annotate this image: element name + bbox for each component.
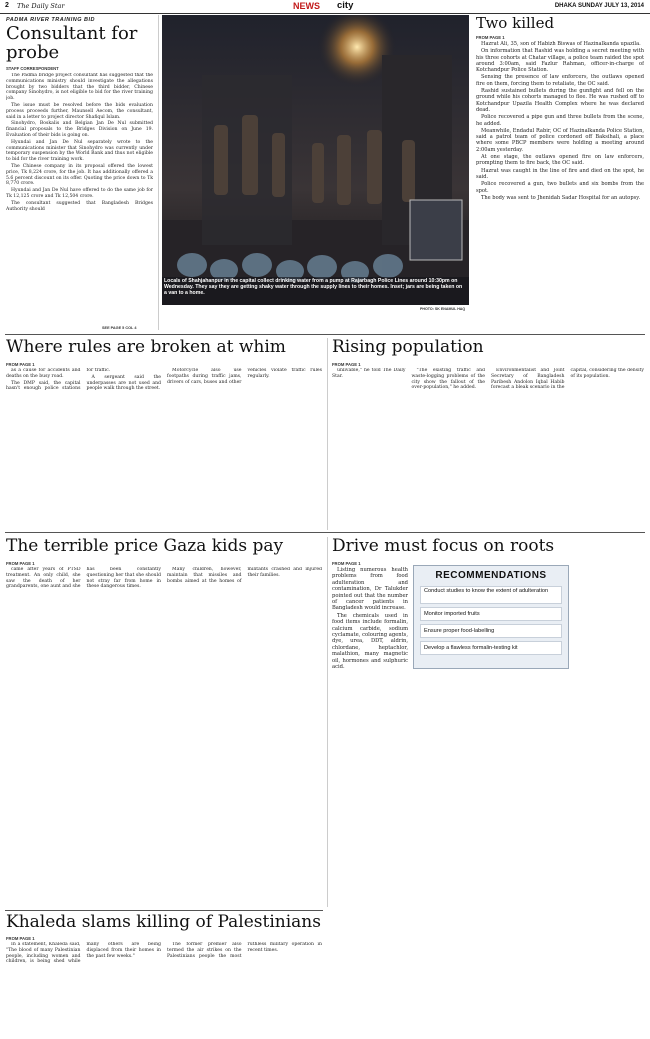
consultant-body: The Padma bridge project consultant has suggested that the communications ministry should investigate the allegations brought by two bidders that the third bidder, Chinese company Sinohydro, is not eligible to bid for the river training job. The issue must be resolved before the bids evaluation process proceeds further, Maunsell Aecom, the consultant, said in a letter to project director Shafiqul Islam. Sinohydro, Boskalis and Belgian Jan De Nul submitted financial proposals to the Bridges Division on June 19. Evaluation of their bids is going on. Hyundai and Jan De Nul separately wrote to the communications minister that Sinohydro was currently under temporary suspension by the World Bank and thus not eligible to bid for the river training work. The Chinese company in its proposal offered the lowest price, Tk 8,224 crore, for the job. It has additionally offered a 5.6 percent discount on its offer. Quoting the price down to Tk 8,770 crore. Hyundai and Jan De Nul have offered to do the same job for Tk 12,125 crore and Tk 12,504 crore. The consultant suggested that Bangladesh Bridges Authority should bbox=[6, 73, 153, 212]
food-headline: Drive must focus on roots bbox=[332, 536, 555, 556]
rules-body: as a cause for accidents and deaths on the busy road. The DMP said, the capital hasn't enough police stations for traffic. A sergeant said the underpasses are not used and people walk through the street. Motorcycle also use footpaths during traffic jams, drivers of cars, buses and other vehicles violate traffic rules regularly. bbox=[6, 368, 322, 392]
recommendation-item: Develop a flawless formalin-testing kit bbox=[420, 641, 562, 655]
rising-body: unlivable," he told The Daily Star. "The existing traffic and waste-logging problems of the city show the fallout of the over-population," he added. Environmentalist and Joint Secretary of Bangladesh Paribesh Andolon Iqbal Habib forecast a bleak scenario in the capital, considering the density of its population. bbox=[332, 368, 644, 391]
two-killed-headline: Two killed bbox=[476, 14, 555, 32]
section-city: city bbox=[337, 0, 354, 11]
recommendations-box bbox=[413, 565, 569, 669]
food-body-continued bbox=[572, 567, 644, 907]
food-byline: FROM PAGE 1 bbox=[332, 561, 361, 566]
masthead bbox=[0, 0, 650, 14]
gaza-body: came after years of PTSD treatment. An only child, she saw the death of her grandparents, one aunt and she has been constantly questioning her that she should not stray far from home in these dangerous times. Many children, however, maintain that missiles and bombs aimed at the homes of militants crashed and injured their families. bbox=[6, 567, 322, 590]
gaza-headline: The terrible price Gaza kids pay bbox=[6, 536, 284, 556]
food-body-lower bbox=[413, 672, 567, 907]
rising-headline: Rising population bbox=[332, 337, 484, 357]
rules-byline: FROM PAGE 1 bbox=[6, 362, 35, 367]
recommendations-title: RECOMMENDATIONS bbox=[435, 570, 547, 581]
recommendation-item: Conduct studies to know the extent of adulteration bbox=[420, 586, 562, 604]
gaza-byline: FROM PAGE 1 bbox=[6, 561, 35, 566]
story-kicker: PADMA RIVER TRAINING BID bbox=[6, 17, 95, 23]
consultant-jump: SEE PAGE 5 COL 4 bbox=[102, 326, 137, 330]
two-killed-body: Hazrat Ali, 35, son of Habizh Biswas of Hazinalkanda upazila. On information that Rashid was holding a secret meeting with his three cohorts at Chatar village, a police team raided the spot around 3:00am, said Fazlur Rahman, officer-in-charge of Kotchandpur Police Station. Sensing the presence of law enforcers, the outlaws opened fire on them, forcing them to retaliate, the OC said. Rashid sustained bullets during the gunfight and fell on the ground while his cohorts managed to flee. He was rushed off to Kotchandpur Upazila Health Complex where he was declared dead. Police recovered a pipe gun and three bullets from the scene, he added. Meanwhile, Endadul Rabir, OC of Hazinalkanda Police Station, said a patrol team of police cordoned off Baksihali, a place where some PBCP members were holding a meeting around 2:00am yesterday. At one stage, the outlaws opened fire on law enforcers, prompting them to fire back, the OC said. Hazrat was caught in the line of fire and died on the spot, he said. Police recovered a gun, two bullets and six bombs from the spot. The body was sent to Jhenidah Sadar Hospital for an autopsy. bbox=[476, 41, 644, 201]
khaleda-headline: Khaleda slams killing of Palestinians bbox=[6, 912, 321, 932]
two-killed-byline: FROM PAGE 1 bbox=[476, 35, 505, 40]
photo-illustration bbox=[162, 15, 469, 305]
consultant-headline: Consultant for probe bbox=[6, 23, 138, 63]
food-body: Listing numerous health problems from food adulteration and contamination, Dr Talukder pointed out that the number of cancer patients in Bangladesh would increase. The chemicals used in food items include formalin, calcium carbide, sodium cyclamate, colouring agents, dye, urea, DDT, aldrin, chlordane, heptachlor, malathion, many magnetic oil, hormones and sulphuric acid. bbox=[332, 567, 408, 671]
page-number: 2 bbox=[5, 2, 9, 9]
khaleda-body: In a statement, Khaleda said, "The blood of many Palestinian people, including women and children, is being shed while many others are being displaced from their homes in the past few weeks." The former premier also termed the air strikes on the Palestinians people the most ruthless military operation in recent times. bbox=[6, 942, 322, 965]
khaleda-byline: FROM PAGE 1 bbox=[6, 936, 35, 941]
news-photo bbox=[162, 15, 469, 305]
rising-byline: FROM PAGE 1 bbox=[332, 362, 361, 367]
rules-headline: Where rules are broken at whim bbox=[6, 337, 286, 357]
photo-credit: PHOTO: SK ENAMUL HAQ bbox=[420, 307, 466, 311]
recommendation-item: Monitor imported fruits bbox=[420, 607, 562, 621]
photo-caption: Locals of Shahjahanpur in the capital collect drinking water from a pump at Rajarbagh Police Lines around 10:30pm on Wednesday. They say they are getting shaky water through the supply lines to their homes. Inset; jars are being taken on a van to a home. bbox=[164, 278, 463, 297]
paper-name: The Daily Star bbox=[17, 2, 65, 10]
consultant-byline: STAFF CORRESPONDENT bbox=[6, 66, 59, 71]
recommendation-item: Ensure proper food-labelling bbox=[420, 624, 562, 638]
dateline: DHAKA SUNDAY JULY 13, 2014 bbox=[554, 3, 644, 9]
section-news: NEWS bbox=[293, 1, 320, 11]
